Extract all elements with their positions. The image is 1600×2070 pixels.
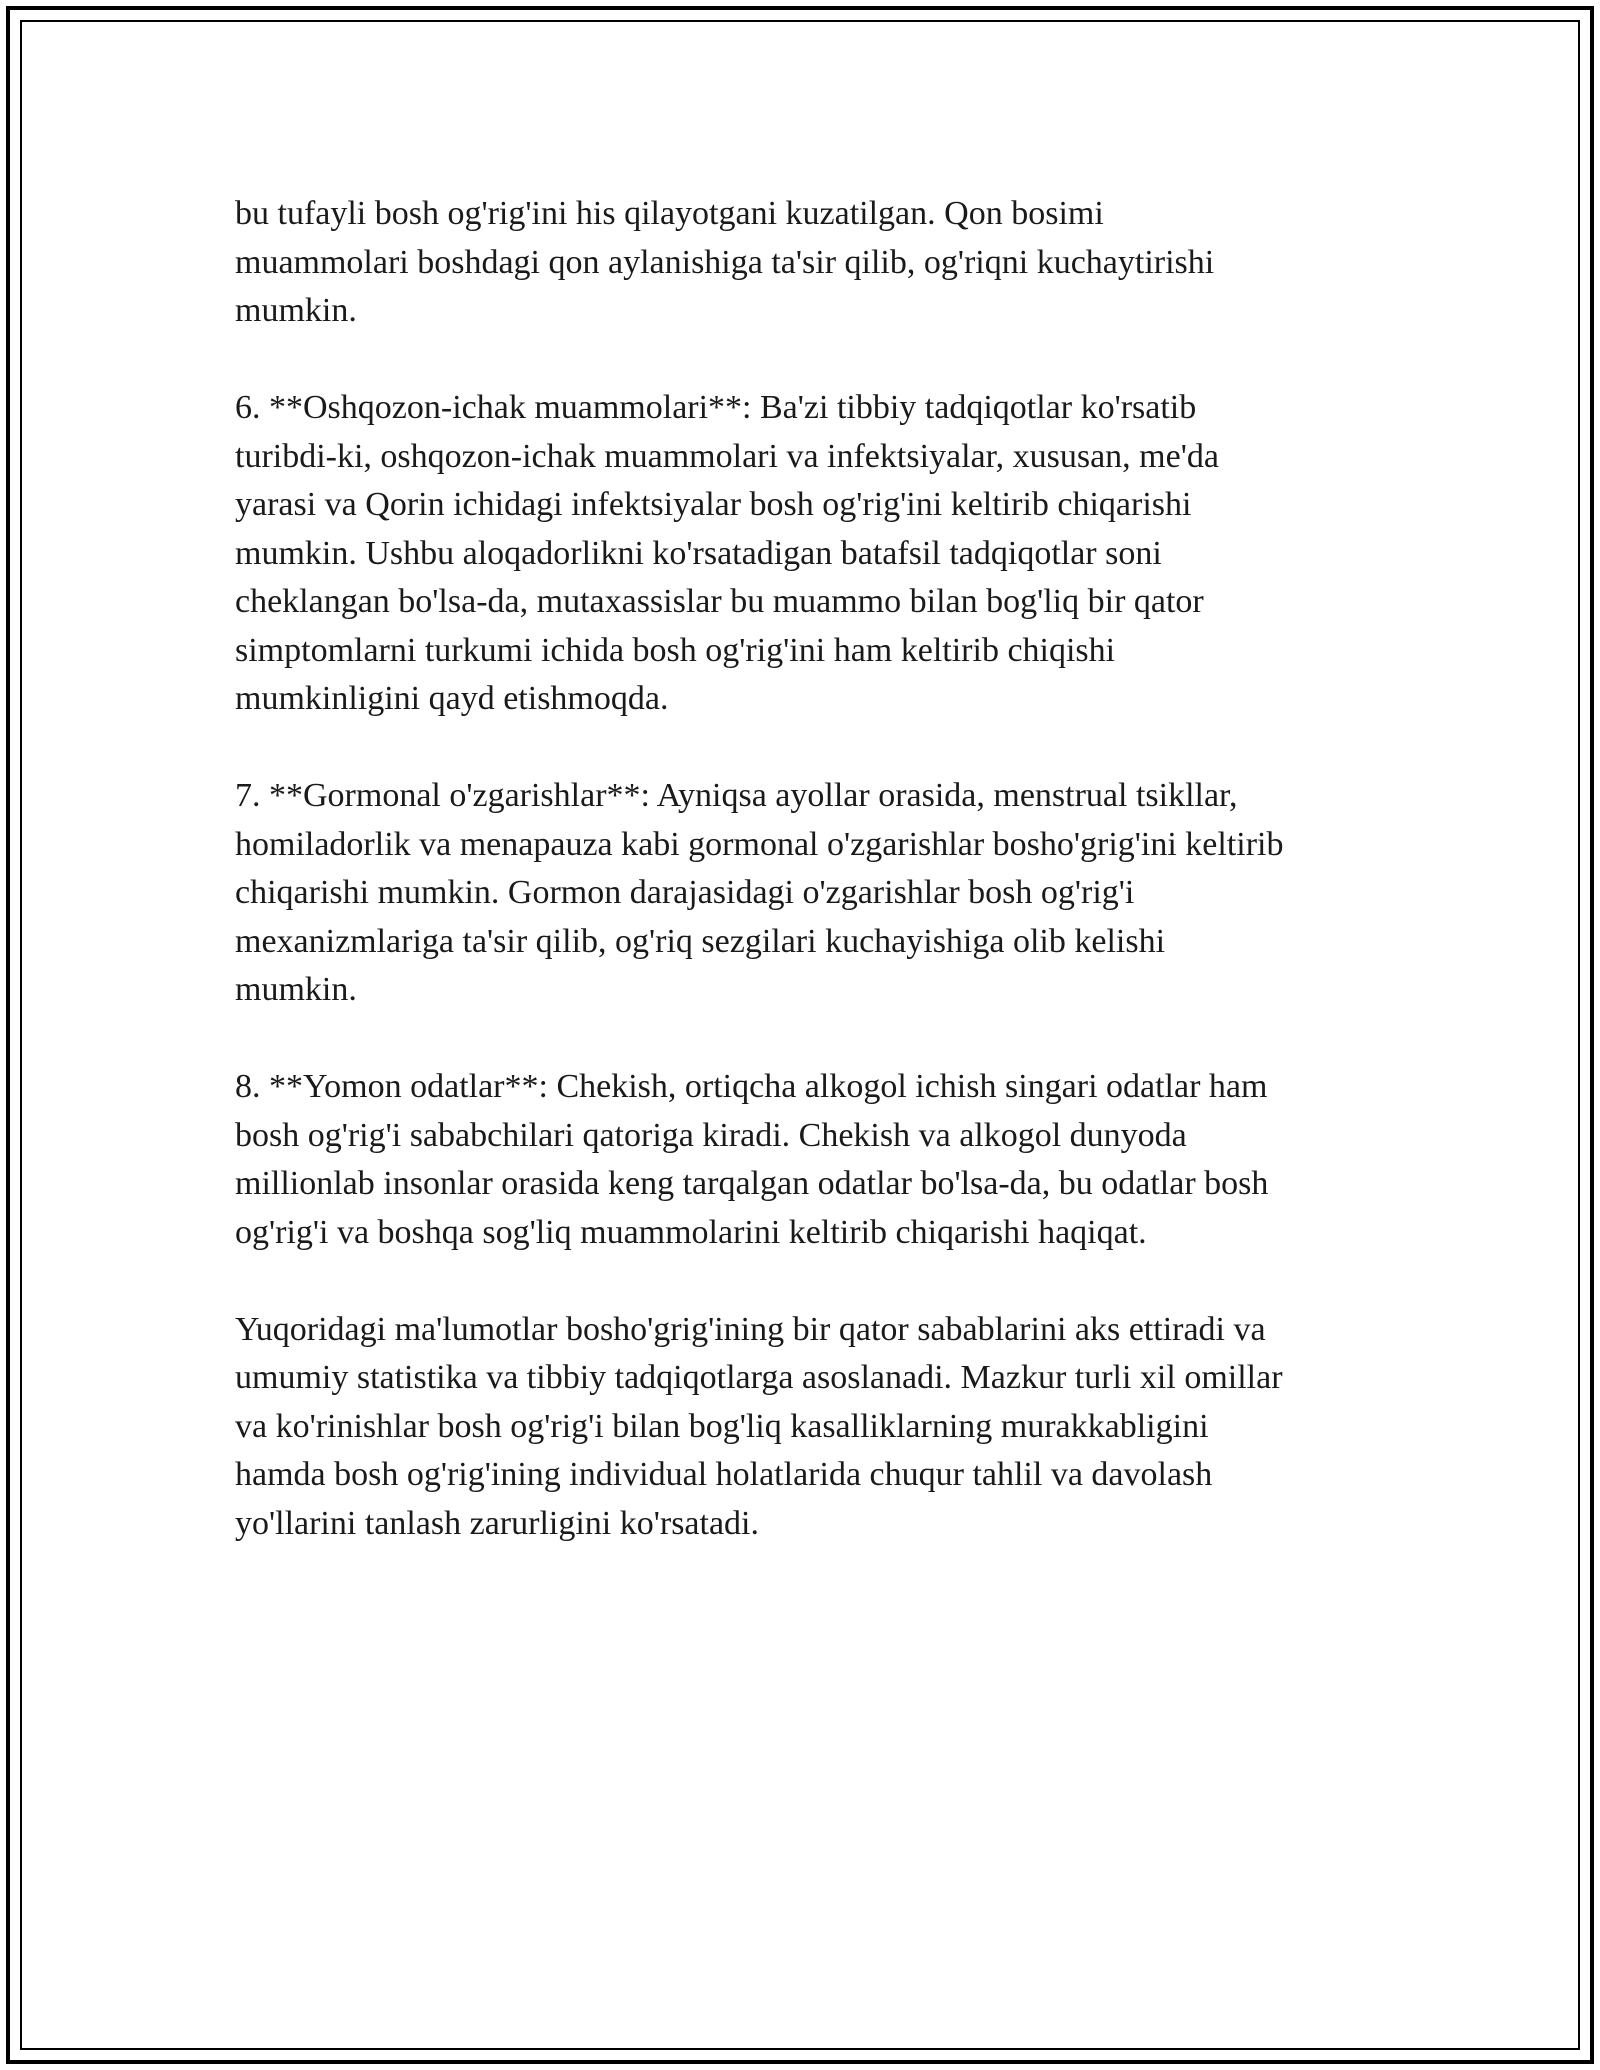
paragraph-conclusion: Yuqoridagi ma'lumotlar bosho'grig'ining bir qator sabablarini aks ettiradi va umumiy statistika va tibbiy tadqiqotlarga asoslanadi. Mazkur turli xil omillar va ko'rinishlar bosh og'rig'i bilan bog'liq kasalliklarning murakkabligini hamda bosh og'rig'ining individual holatlarida chuqur tahlil va davolash yo'llarini tanlash zarurligini ko'rsatadi. (235, 1310, 1283, 1542)
document-body (235, 190, 1375, 1597)
paragraph-hormonal-changes: 7. **Gormonal o'zgarishlar**: Ayniqsa ayollar orasida, menstrual tsikllar, homiladorlik va menapauza kabi gormonal o'zgarishlar bosho'grig'ini keltirib chiqarishi mumkin. Gormon darajasidagi o'zgarishlar bosh og'rig'i mexanizmlariga ta'sir qilib, og'riq sezgilari kuchayishiga olib kelishi mumkin. (235, 777, 1284, 1008)
paragraph-blood-pressure-continuation: bu tufayli bosh og'rig'ini his qilayotgani kuzatilgan. Qon bosimi muammolari boshdagi qon aylanishiga ta'sir qilib, og'riqni kuchaytirishi mumkin. (235, 195, 1215, 329)
paragraph-gastrointestinal-problems: 6. **Oshqozon-ichak muammolari**: Ba'zi tibbiy tadqiqotlar ko'rsatib turibdi-ki, oshqozon-ichak muammolari va infektsiyalar, xususan, me'da yarasi va Qorin ichidagi infektsiyalar bosh og'rig'ini keltirib chiqarishi mumkin. Ushbu aloqadorlikni ko'rsatadigan batafsil tadqiqotlar soni cheklangan bo'lsa-da, mutaxassislar bu muammo bilan bog'liq bir qator simptomlarni turkumi ichida bosh og'rig'ini ham keltirib chiqishi mumkinligini qayd etishmoqda. (235, 389, 1219, 717)
paragraph-bad-habits: 8. **Yomon odatlar**: Chekish, ortiqcha alkogol ichish singari odatlar ham bosh og'rig'i sababchilari qatoriga kiradi. Chekish va alkogol dunyoda millionlab insonlar orasida keng tarqalgan odatlar bo'lsa-da, bu odatlar bosh og'rig'i va boshqa sog'liq muammolarini keltirib chiqarishi haqiqat. (235, 1068, 1269, 1251)
